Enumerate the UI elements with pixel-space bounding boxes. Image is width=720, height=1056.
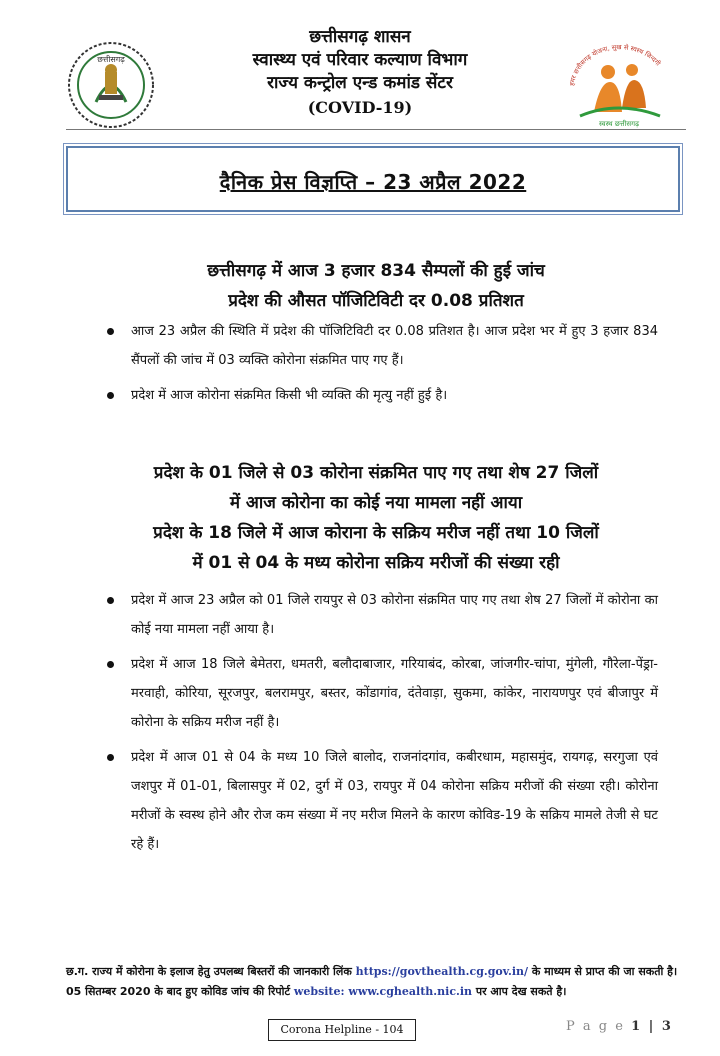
swasth-chhattisgarh-logo-icon [560, 38, 678, 128]
logo-arc-text: हमर छत्तीसगढ़ योजना, सुख से स्वस्थ जिन्दगी [568, 43, 662, 87]
department-heading [180, 26, 540, 119]
headline-districts [66, 458, 686, 518]
footer-beds-text: छ.ग. राज्य में कोरोना के इलाज हेतु उपलब्ध बिस्तरों की जानकारी लिंक [66, 965, 356, 978]
footer-notes [66, 962, 690, 1002]
svg-text:हमर छत्तीसगढ़ योजना, सुख से स् [568, 43, 662, 86]
header-divider [66, 129, 686, 130]
headline-samples-line1: छत्तीसगढ़ में आज 3 हजार 834 सैम्पलों की हुई जांच [207, 261, 545, 281]
headline-districts-line2: में आज कोरोना का कोई नया मामला नहीं आया [229, 493, 523, 513]
list-item: प्रदेश में आज 01 से 04 के मध्य 10 जिले बालोद, राजनांदगांव, कबीरधाम, महासमुंद, रायगढ़, सरगुजा एवं जशपुर में 01-01, बिलासपुर में 02, दुर्ग में 03, रायपुर में 04 कोरोना सक्रिय मरीजों की संख्या रही। कोरोना मरीजों के स्वस्थ होने और रोज कम संख्या में नए मरीज मिलने के कारण कोविड-19 के सक्रिय मामले तेजी से घट रहे हैं। [102, 743, 658, 859]
summary-bullets [102, 317, 658, 416]
beds-info-link[interactable]: https://govthealth.cg.gov.in/ [355, 965, 529, 978]
headline-active-cases [66, 518, 686, 578]
headline-samples-line2: प्रदेश की औसत पॉजिटिविटी दर 0.08 प्रतिशत [228, 291, 524, 311]
page-label: P a g e [566, 1019, 625, 1034]
covid-label: (COVID-19) [307, 98, 413, 117]
logo-tagline: स्वस्थ छत्तीसगढ़ [598, 120, 640, 128]
headline-districts-line1: प्रदेश के 01 जिले से 03 कोरोना संक्रमित पाए गए तथा शेष 27 जिलों [153, 463, 599, 483]
page-number [566, 1019, 673, 1034]
department-name: स्वास्थ्य एवं परिवार कल्याण विभाग [252, 50, 468, 70]
footer-report-note [66, 982, 690, 1002]
helpline-box: Corona Helpline - 104 [268, 1019, 416, 1041]
letterhead [0, 0, 720, 132]
footer-beds-note [66, 962, 690, 982]
list-item: आज 23 अप्रैल की स्थिति में प्रदेश की पॉजिटिविटी दर 0.08 प्रतिशत है। आज प्रदेश भर में हुए 3 हजार 834 सैंपलों की जांच में 03 व्यक्ति कोरोना संक्रमित पाए गए हैं। [102, 317, 658, 375]
state-emblem-icon [66, 40, 156, 130]
govt-name: छत्तीसगढ़ शासन [309, 27, 411, 47]
footer-beds-text-end: के माध्यम से प्राप्त की जा सकती है। [528, 965, 678, 978]
headline-active-cases-line2: में 01 से 04 के मध्य कोरोना सक्रिय मरीजों की संख्या रही [192, 553, 560, 573]
emblem-label: छत्तीसगढ़ [97, 55, 125, 64]
footer-report-text-end: पर आप देख सकते है। [472, 985, 567, 998]
press-release-title: दैनिक प्रेस विज्ञप्ति – 23 अप्रैल 2022 [219, 170, 527, 194]
page-count: 1 | 3 [631, 1019, 673, 1034]
footer-report-text: 05 सितम्बर 2020 के बाद हुए कोविड जांच की रिपोर्ट [66, 985, 294, 998]
list-item: प्रदेश में आज 23 अप्रैल को 01 जिले रायपुर से 03 कोरोना संक्रमित पाए गए तथा शेष 27 जिलों में कोरोना का कोई नया मामला नहीं आया है। [102, 586, 658, 644]
report-website-link[interactable]: website: www.cghealth.nic.in [293, 985, 473, 998]
headline-active-cases-line1: प्रदेश के 18 जिले में आज कोराना के सक्रिय मरीज नहीं तथा 10 जिलों [153, 523, 599, 543]
list-item: प्रदेश में आज 18 जिले बेमेतरा, धमतरी, बलौदाबाजार, गरियाबंद, कोरबा, जांजगीर-चांपा, मुंगेली, गौरेला-पेंड्रा-मरवाही, कोरिया, सूरजपुर, बलरामपुर, बस्तर, कोंडागांव, दंतेवाड़ा, सुकमा, कांकेर, नारायणपुर एवं बीजापुर में कोरोना के सक्रिय मरीज नहीं है। [102, 650, 658, 737]
headline-samples [66, 256, 686, 316]
press-release-title-box [66, 146, 680, 212]
center-name: राज्य कन्ट्रोल एन्ड कमांड सेंटर [267, 73, 453, 93]
list-item: प्रदेश में आज कोरोना संक्रमित किसी भी व्यक्ति की मृत्यु नहीं हुई है। [102, 381, 658, 410]
district-bullets [102, 586, 658, 865]
